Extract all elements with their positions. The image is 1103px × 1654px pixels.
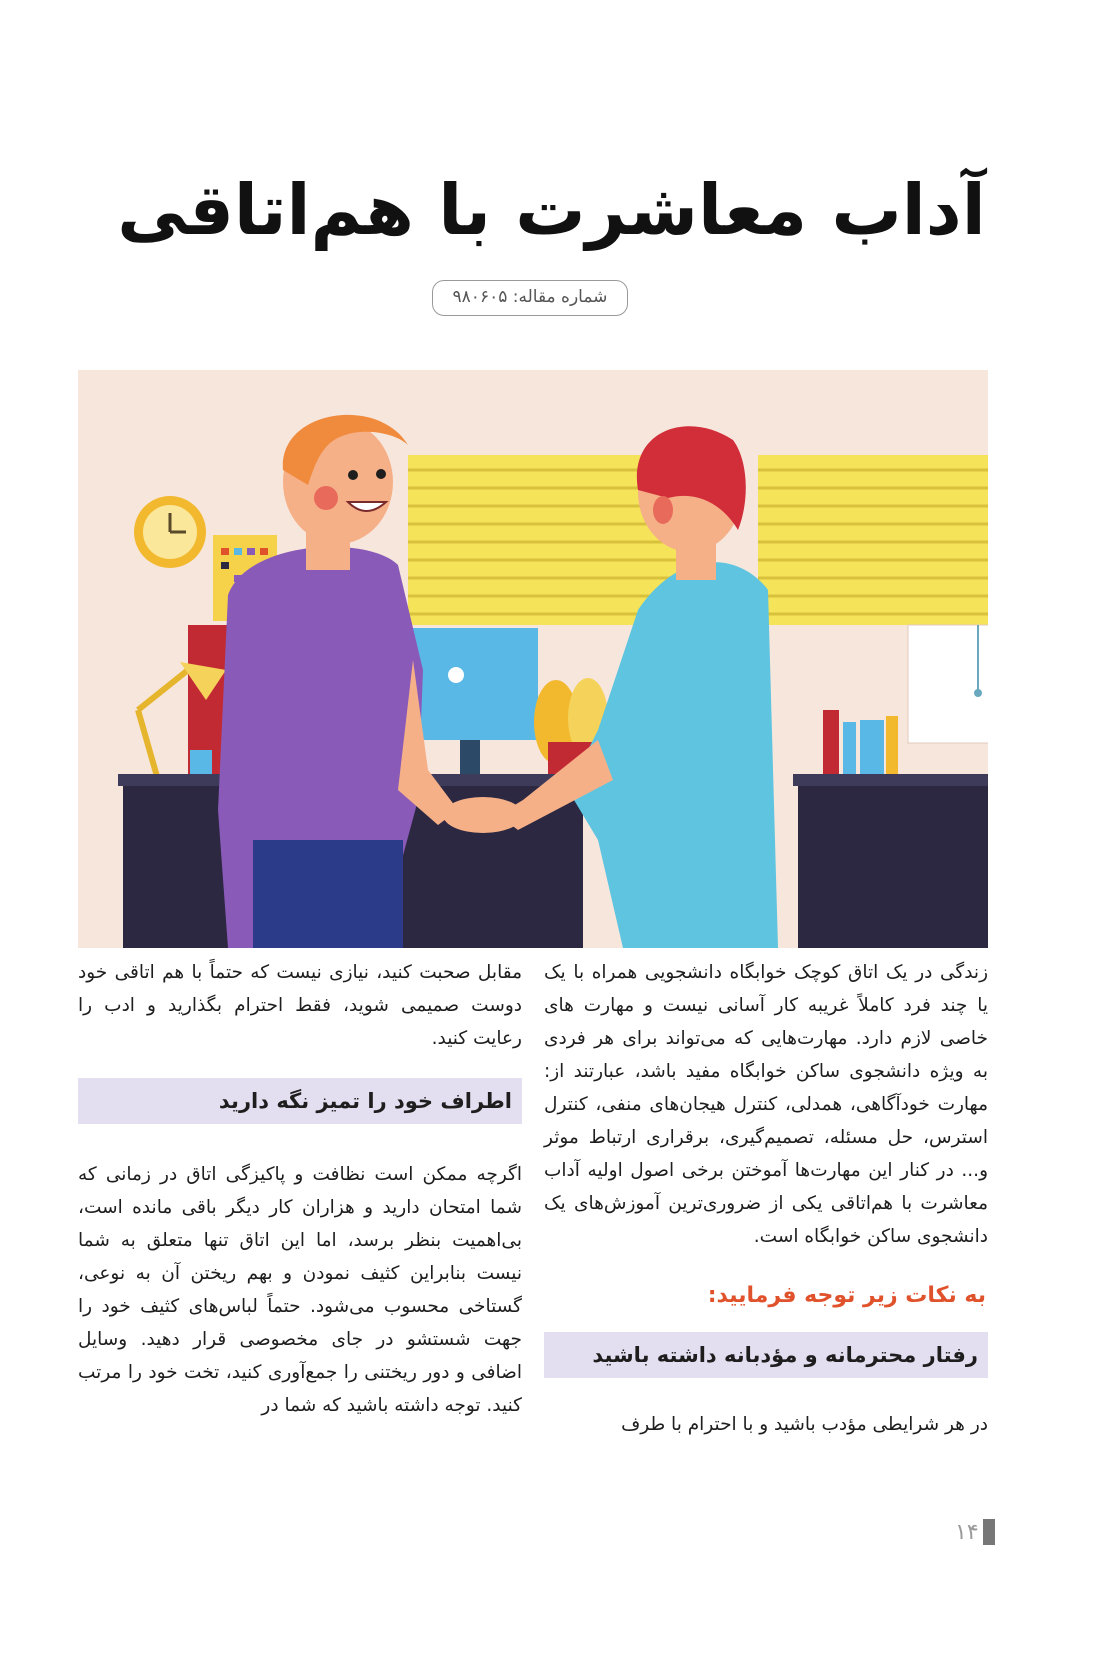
desk-right — [798, 780, 988, 948]
respect-paragraph: در هر شرایطی مؤدب باشید و با احترام با طرف — [621, 1414, 988, 1435]
handshake — [443, 797, 523, 833]
page-number — [955, 1519, 995, 1545]
page-number-marker — [983, 1519, 995, 1545]
page-number-text: ۱۴ — [955, 1519, 979, 1545]
respect-paragraph-continued: مقابل صحبت کنید، نیازی نیست که حتماً با هم اتاقی خود دوست صمیمی شوید، فقط احترام بگذارید و ادب را رعایت کنید. — [78, 962, 522, 1049]
handshake-illustration — [78, 370, 988, 948]
article-column-left — [78, 956, 522, 1422]
callout-heading: به نکات زیر توجه فرمایید: — [707, 1283, 986, 1308]
intro-paragraph: زندگی در یک اتاق کوچک خوابگاه دانشجویی همراه با یک یا چند فرد کاملاً غریبه کار آسانی نیست و مهارت های خاصی لازم دارد. مهارت‌هایی که می‌تواند برای هر فردی به ویژه دانشجوی ساکن خوابگاه مفید باشد، عبارتند از: مهارت خودآگاهی، همدلی، کنترل هیجان‌های منفی، کنترل استرس، حل مسئله، تصمیم‌گیری، برقراری ارتباط موثر و... در کنار این مهارت‌ها آموختن برخی اصول اولیه آداب معاشرت با هم‌اتاقی یکی از ضروری‌ترین آموزش‌های یک دانشجوی ساکن خوابگاه است. — [544, 962, 988, 1247]
books-icon — [823, 710, 898, 782]
section-heading-clean: اطراف خود را تمیز نگه دارید — [78, 1078, 522, 1124]
section-heading-respect: رفتار محترمانه و مؤدبانه داشته باشید — [544, 1332, 988, 1378]
clock-icon — [134, 496, 206, 568]
clean-paragraph: اگرچه ممکن است نظافت و پاکیزگی اتاق در زمانی که شما امتحان دارید و هزاران کار دیگر باقی مانده است، بی‌اهمیت بنظر برسد، اما این اتاق تنها متعلق به شما نیست بنابراین کثیف نمودن و بهم ریختن آن به نوعی، گستاخی محسوب می‌شود. حتماً لباس‌های کثیف خود را جهت شستشو در جای مخصوصی قرار دهید. وسایل اضافی و دور ریختنی را جمع‌آوری کنید، تخت خود را مرتب کنید. توجه داشته باشید که شما در — [78, 1164, 522, 1416]
page-title: آداب معاشرت با هم‌اتاقی — [117, 169, 986, 251]
article-number-badge: شماره مقاله: ۹۸۰۶۰۵ — [432, 280, 628, 316]
article-column-right — [544, 956, 988, 1441]
